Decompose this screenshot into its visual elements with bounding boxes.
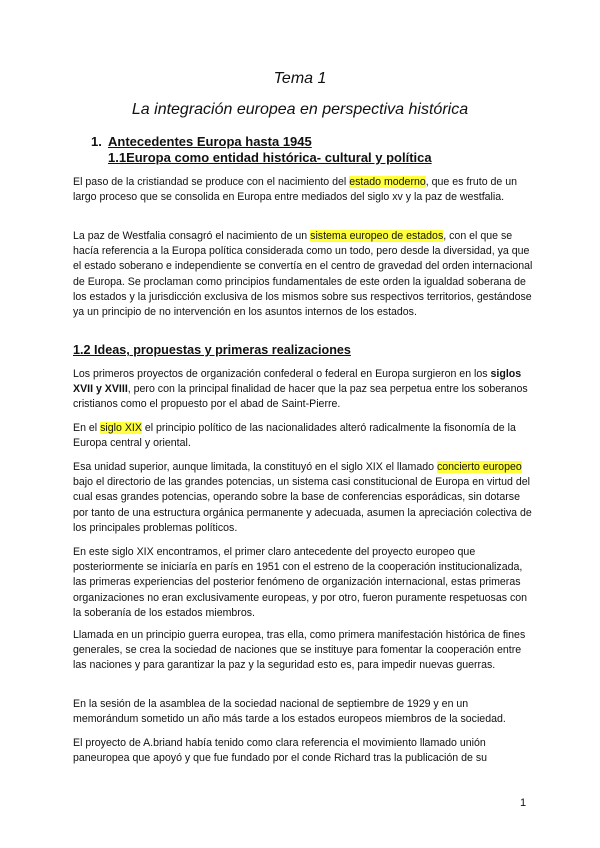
paragraph-4-text-a: En el — [73, 422, 101, 434]
paragraph-1-text-b: , que es fruto de un largo proceso que se consolida en Europa entre mediados del siglo xv y la paz de westfalia. — [73, 176, 518, 204]
paragraph-2-text-b: , con el que se hacía referencia a la Europa política considerada como un todo, pero desde la diversidad, ya que el estado soberano e independiente se convertía en el centro de gravedad del orden internacional de Europa. Se proclaman como principios fundamentales de este orden la igualdad soberana de los estados y la jurisdicción exclusiva de los mismos sobre sus respectivos territorios, gestándose ya un principio de no intervención en los asuntos internos de los estados. — [73, 230, 533, 319]
paragraph-3-text-a: Los primeros proyectos de organización confederal o federal en Europa surgieron en los — [73, 368, 491, 380]
highlight-concierto-europeo: concierto europeo — [436, 461, 522, 473]
section-1-number: 1. — [91, 134, 102, 149]
document-title: Tema 1 — [273, 70, 327, 87]
document-subtitle: La integración europea en perspectiva histórica — [131, 101, 469, 118]
paragraph-3-text-b: , pero con la principal finalidad de hacer que la paz sea perpetua entre los soberanos cristianos como el propuesto por el abad de Saint-Pierre. — [73, 383, 528, 411]
section-1-2-heading: 1.2 Ideas, propuestas y primeras realizaciones — [73, 343, 351, 357]
page-number: 1 — [520, 797, 527, 809]
paragraph-5-text-b: bajo el directorio de las grandes potencias, un sistema casi constitucional de Europa en virtud del cual esas grandes potencias, operando sobre la base de conferencias esporádicas, sin dotarse por tanto de una estructura orgánica permanente y adecuada, asumen la apreciación colectiva de los principales problemas políticos. — [73, 476, 532, 534]
bold-siglos: siglos XVII y XVIII — [73, 368, 522, 396]
highlight-estado-moderno: estado moderno — [349, 176, 426, 188]
paragraph-5 — [73, 460, 533, 536]
paragraph-5-text-a: Esa unidad superior, aunque limitada, la constituyó en el siglo XIX el llamado — [73, 461, 437, 473]
paragraph-4 — [73, 421, 533, 451]
section-1-title: Antecedentes Europa hasta 1945 — [108, 134, 312, 149]
highlight-sistema-europeo: sistema europeo de estados — [310, 230, 444, 242]
paragraph-1 — [73, 175, 533, 205]
paragraph-2 — [73, 229, 533, 320]
paragraph-2-text-a: La paz de Westfalia consagró el nacimiento de un — [73, 230, 311, 242]
section-1-heading — [91, 134, 312, 149]
section-1-1-heading: 1.1Europa como entidad histórica- cultural y política — [108, 150, 432, 165]
paragraph-7: Llamada en un principio guerra europea, tras ella, como primera manifestación histórica de fines generales, se crea la sociedad de naciones que se instituye para fomentar la cooperación entre las naciones y para garantizar la paz y la seguridad esto es, para impedir nuevas guerras. — [73, 629, 526, 672]
paragraph-9: El proyecto de A.briand había tenido como clara referencia el movimiento llamado unión paneuropea que apoyó y que fue fundado por el conde Richard tras la publicación de su — [73, 737, 488, 765]
highlight-siglo-xix: siglo XIX — [100, 422, 142, 434]
paragraph-6: En este siglo XIX encontramos, el primer claro antecedente del proyecto europeo que posteriormente se iniciaría en parís en 1951 con el estreno de la cooperación institucionalizada, las primeras experiencias del posterior fenómeno de organización internacional, estas primeras organizaciones no eran exclusivamente europeas, y por otro, fueron puramente respetuosas con la soberanía de los estados miembros. — [73, 546, 528, 619]
paragraph-8: En la sesión de la asamblea de la sociedad nacional de septiembre de 1929 y en un memorándum sometido un año más tarde a los estados europeos miembros de la sociedad. — [73, 698, 506, 726]
paragraph-3 — [73, 367, 533, 413]
paragraph-1-text-a: El paso de la cristiandad se produce con el nacimiento del — [73, 176, 350, 188]
paragraph-4-text-b: el principio político de las nacionalidades alteró radicalmente la fisonomía de la Europa central y oriental. — [73, 422, 516, 450]
